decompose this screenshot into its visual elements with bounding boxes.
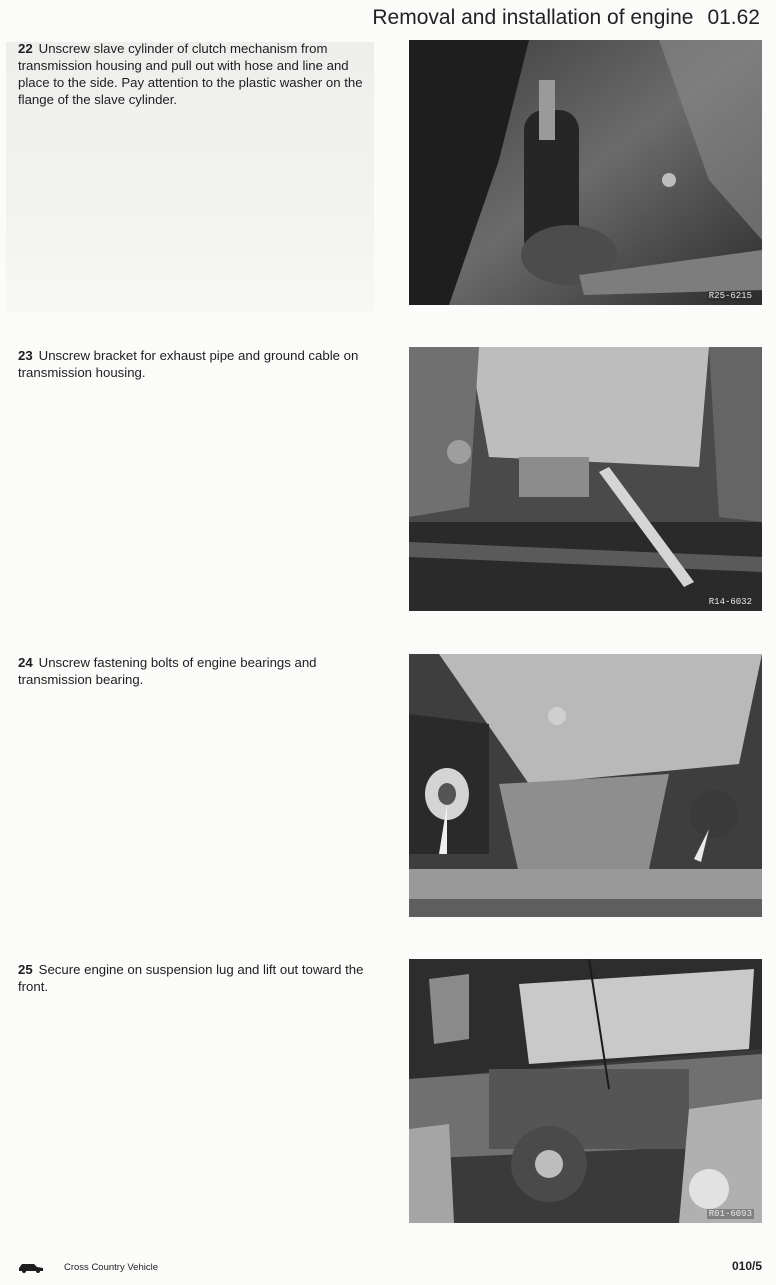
photo-reference: R25-6215 bbox=[708, 291, 752, 301]
section-number: 01.62 bbox=[707, 6, 760, 29]
photo-exhaust-bracket bbox=[409, 347, 762, 611]
photo-step-24 bbox=[409, 654, 762, 917]
photo-step-23 bbox=[409, 347, 762, 611]
step-number: 23 bbox=[18, 348, 33, 363]
footer-vehicle-label: Cross Country Vehicle bbox=[64, 1261, 158, 1273]
step-24 bbox=[18, 654, 370, 688]
step-text: Secure engine on suspension lug and lift out toward the front. bbox=[18, 962, 364, 994]
page-number: 010/5 bbox=[731, 1259, 762, 1273]
step-text: Unscrew fastening bolts of engine bearings and transmission bearing. bbox=[18, 655, 317, 687]
photo-engine-bearings bbox=[409, 654, 762, 917]
photo-engine-lift bbox=[409, 959, 762, 1223]
page-title: Removal and installation of engine bbox=[372, 6, 694, 29]
vehicle-icon bbox=[18, 1261, 44, 1273]
step-number: 22 bbox=[18, 41, 33, 56]
photo-step-22 bbox=[409, 40, 762, 305]
step-text: Unscrew slave cylinder of clutch mechanism from transmission housing and pull out with hose and line and place to the side. Pay attention to the plastic washer on the flange of the slave cylinder. bbox=[18, 41, 363, 107]
photo-reference: R14-6032 bbox=[708, 597, 752, 607]
photo-reference: R01-6093 bbox=[708, 1209, 752, 1219]
step-text: Unscrew bracket for exhaust pipe and ground cable on transmission housing. bbox=[18, 348, 359, 380]
photo-slave-cylinder bbox=[409, 40, 762, 305]
photo-step-25 bbox=[409, 959, 762, 1223]
step-23 bbox=[18, 347, 370, 381]
step-25 bbox=[18, 961, 370, 995]
page-header bbox=[372, 6, 760, 30]
footer bbox=[18, 1261, 158, 1273]
step-number: 25 bbox=[18, 962, 33, 977]
step-22 bbox=[18, 40, 370, 108]
step-number: 24 bbox=[18, 655, 33, 670]
